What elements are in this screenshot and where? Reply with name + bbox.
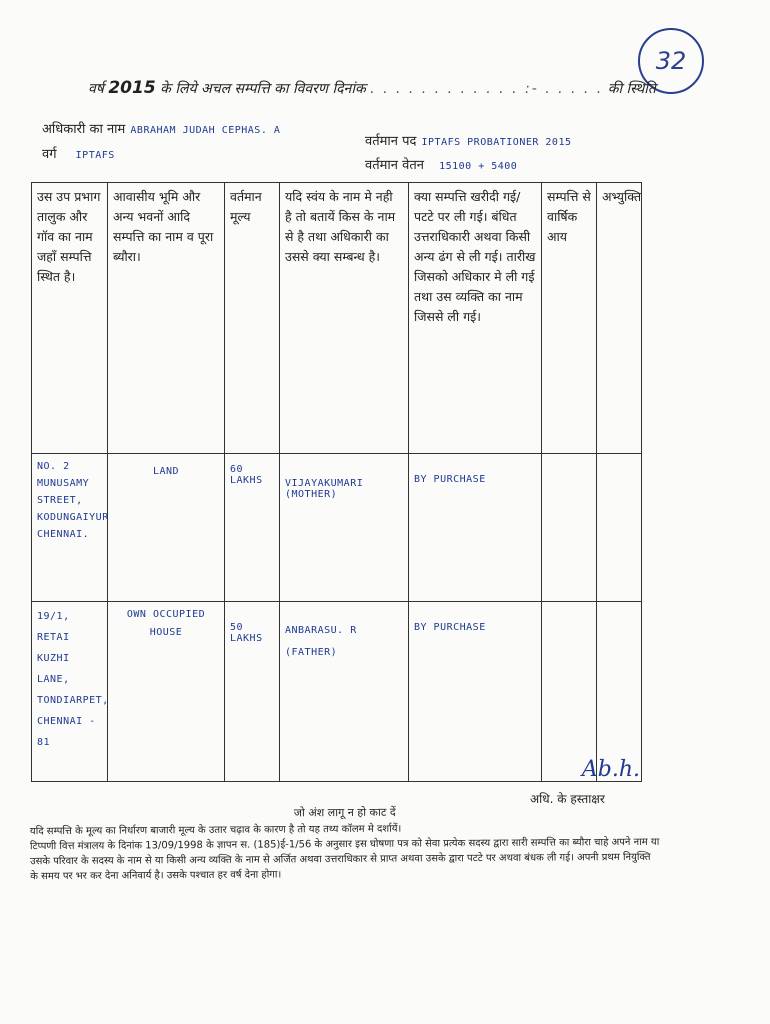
title-year: 2015 [108,78,156,98]
footnotes [30,803,661,884]
cell-income [542,454,597,602]
officer-class-value: IPTAFS [75,150,115,161]
cell-owner: VIJAYAKUMARI (MOTHER) [280,454,409,602]
officer-signature: Ab.h. [581,757,640,782]
note-ministry-memo: टिप्पणी वित्त मंत्रालय के दिनांक 13/09/1998 के ज्ञापन स. (185)ई-1/56 के अनुसार इस घोषणा पत्र को सेवा प्रत्येक सदस्य द्वारा सारी सम्पत्ति का ब्यौरा चाहे अपने नाम या उसके परिवार के सदस्य के नाम से या किसी अन्य व्यक्ति के नाम से अर्जित अथवा उत्तराधिकार से प्राप्त अथवा उसके द्वारा पटटे पर अथवा बंधक ली गई। अपनी प्रथम नियुक्ति के समय पर भर कर देना अनिवार्य है। उसके पश्चात हर वर्ष देना होगा। [29,836,660,883]
header-property: आवासीय भूमि और अन्य भवनों आदि सम्पत्ति का नाम व पूरा ब्यौरा। [108,183,225,454]
strike-note: जो अंश लागू न हो काट दें [293,805,396,820]
officer-post-label: वर्तमान पद [365,134,417,149]
page-number: 32 [655,47,687,75]
officer-salary-label: वर्तमान वेतन [365,158,424,173]
cell-property: OWN OCCUPIED HOUSE [108,602,225,782]
cell-owner: ANBARASU. R (FATHER) [280,602,409,782]
header-remarks: अभ्युक्ति [597,183,642,454]
header-owner: यदि स्वंय के नाम मे नही है तो बतायें किस के नाम से है तथा अधिकारी का उससे क्या सम्बन्ध है। [280,183,409,454]
cell-remarks [597,454,642,602]
officer-salary-value: 15100 + 5400 [439,161,518,172]
cell-income [542,602,597,782]
officer-post-value: IPTAFS PROBATIONER 2015 [421,137,572,148]
table-row [32,602,642,782]
cell-property: LAND [108,454,225,602]
cell-acquisition: BY PURCHASE [409,454,542,602]
header-income: सम्पत्ति से वार्षिक आय [542,183,597,454]
table-header-row [32,183,642,454]
title-suffix: की स्थिति [607,81,656,97]
title-middle: के लिये अचल सम्पत्ति का विवरण दिनांक [160,81,366,97]
property-table [31,182,642,782]
officer-name-line [42,118,280,137]
cell-value: 50 LAKHS [225,602,280,782]
header-value: वर्तमान मूल्य [225,183,280,454]
title-prefix: वर्ष [88,81,104,97]
cell-value: 60 LAKHS [225,454,280,602]
officer-name-value: ABRAHAM JUDAH CEPHAS. A [130,125,281,136]
officer-salary-line [365,154,517,173]
officer-name-label: अधिकारी का नाम [42,122,126,137]
officer-post-line [365,130,572,149]
header-acquisition: क्या सम्पत्ति खरीदी गई/पटटे पर ली गई। बंधित उत्तराधिकारी अथवा किसी अन्य ढंग से ली गई। तारीख जिसको अधिकार मे ली गई तथा उस व्यक्ति का नाम जिससे ली गई। [409,183,542,454]
cell-remarks [597,602,642,782]
officer-class-label: वर्ग [42,147,57,162]
header-location: उस उप प्रभाग तालुक और गॉव का नाम जहाँ सम्पत्ति स्थित है। [32,183,108,454]
cell-location: 19/1, RETAI KUZHI LANE, TONDIARPET, CHENNAI - 81 [32,602,108,782]
signature-label: अधि. के हस्ताक्षर [530,792,605,806]
form-title [88,78,656,98]
officer-class-line [42,143,115,162]
cell-acquisition: BY PURCHASE [409,602,542,782]
cell-location: NO. 2 MUNUSAMY STREET, KODUNGAIYUR CHENNAI. [32,454,108,602]
note-market-value: यदि सम्पत्ति के मूल्य का निर्धारण बाजारी मूल्य के उतार चढ़ाव के कारण है तो यह तथ्य कॉलम मे दर्शायें। [29,823,402,838]
table-row [32,454,642,602]
title-date-blank: . . . . . . . . . . . . :- . . . . . [370,81,604,97]
